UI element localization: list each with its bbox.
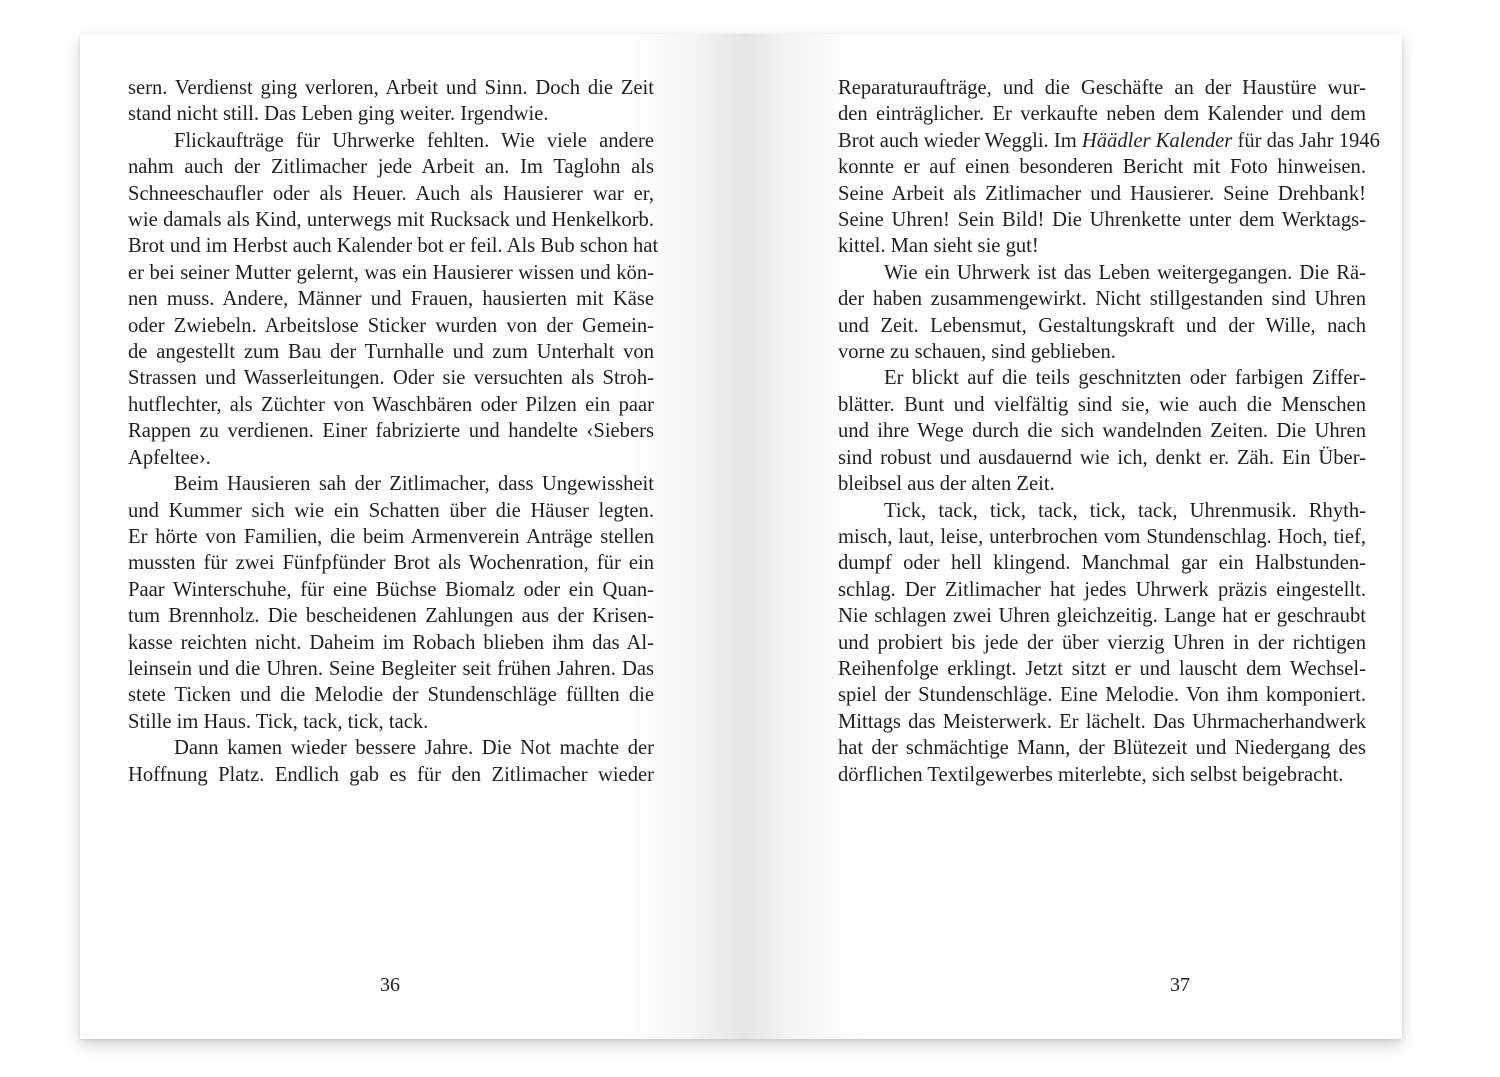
text-line: Tick, tack, tick, tack, tick, tack, Uhrenmusik. Rhyth- (884, 499, 1366, 522)
text-line: dörflichen Textilgewerbes miterlebte, sich selbst beigebracht. (838, 763, 1344, 786)
text-line: wie damals als Kind, unterwegs mit Rucksack und Henkelkorb. (128, 209, 654, 232)
text-line: Strassen und Wasserleitungen. Oder sie versuchten als Stroh- (128, 367, 654, 390)
text-line: und ihre Wege durch die sich wandelnden Zeiten. Die Uhren (838, 420, 1366, 443)
text-line: Beim Hausieren sah der Zitlimacher, dass Ungewissheit (174, 473, 654, 496)
text-line: und Kummer sich wie ein Schatten über die Häuser legten. (128, 499, 654, 522)
text-line: und Zeit. Lebensmut, Gestaltungskraft und der Wille, nach (838, 314, 1366, 337)
text-line: den einträglicher. Er verkaufte neben dem Kalender und dem (838, 103, 1366, 126)
text-line: dumpf oder hell klingend. Manchmal gar ein Halbstunden- (838, 552, 1366, 575)
text-line: Reparaturaufträge, und die Geschäfte an der Haustüre wur- (838, 77, 1366, 99)
text-line: stete Ticken und die Melodie der Stundenschläge füllten die (128, 684, 654, 707)
calendar-title-italic: Häädler Kalender (1081, 129, 1233, 152)
right-page (742, 34, 1402, 1039)
page-number-left: 36 (380, 974, 400, 996)
text-line: spiel der Stundenschläge. Eine Melodie. Von ihm komponiert. (838, 684, 1366, 707)
left-page (80, 34, 742, 1039)
line-segment: für das Jahr 1946 (1232, 129, 1380, 152)
text-line-with-italic (838, 128, 1380, 154)
text-line: Nie schlagen zwei Uhren gleichzeitig. Lange hat er geschraubt (838, 605, 1366, 628)
text-line: Er hörte von Familien, die beim Armenverein Anträge stellen (128, 525, 654, 548)
text-line: Reihenfolge erklingt. Jetzt sitzt er und lauscht dem Wechsel- (838, 657, 1366, 680)
text-line: Dann kamen wieder bessere Jahre. Die Not machte der (174, 737, 654, 760)
text-line: de angestellt zum Bau der Turnhalle und zum Unterhalt von (128, 341, 654, 364)
text-line: Wie ein Uhrwerk ist das Leben weitergegangen. Die Rä- (884, 261, 1366, 284)
text-line: und probiert bis jede der über vierzig Uhren in der richtigen (838, 631, 1366, 654)
text-line: der haben zusammengewirkt. Nicht stillgestanden sind Uhren (838, 288, 1366, 311)
text-line: sern. Verdienst ging verloren, Arbeit und Sinn. Doch die Zeit (128, 77, 654, 99)
text-line: nahm auch der Zitlimacher jede Arbeit an. Im Taglohn als (128, 156, 654, 179)
text-line: kittel. Man sieht sie gut! (838, 235, 1039, 258)
line-segment: Brot auch wieder Weggli. Im (838, 129, 1082, 152)
text-line: hat der schmächtige Mann, der Blütezeit und Niedergang des (838, 737, 1366, 760)
text-line: Seine Arbeit als Zitlimacher und Hausierer. Seine Drehbank! (838, 182, 1366, 205)
text-line: nen muss. Andere, Männer und Frauen, hausierten mit Käse (128, 288, 654, 311)
text-line: leinsein und die Uhren. Seine Begleiter seit frühen Jahren. Das (128, 657, 654, 680)
text-line: Paar Winterschuhe, für eine Büchse Biomalz oder ein Quan- (128, 578, 654, 601)
text-line: konnte er auf einen besonderen Bericht mit Foto hinweisen. (838, 156, 1366, 179)
text-line: Schneeschaufler oder als Heuer. Auch als Hausierer war er, (128, 182, 654, 205)
text-line: hutflechter, als Züchter von Waschbären oder Pilzen ein paar (128, 393, 654, 416)
text-line: misch, laut, leise, unterbrochen vom Stundenschlag. Hoch, tief, (838, 525, 1366, 548)
text-line: er bei seiner Mutter gelernt, was ein Hausierer wissen und kön- (128, 261, 654, 284)
text-line: Er blickt auf die teils geschnitzten oder farbigen Ziffer- (884, 367, 1366, 390)
text-line: bleibsel aus der alten Zeit. (838, 473, 1055, 496)
text-line: Mittags das Meisterwerk. Er lächelt. Das Uhrmacherhandwerk (838, 710, 1366, 733)
left-page-text (128, 75, 659, 788)
text-line: Flickaufträge für Uhrwerke fehlten. Wie viele andere (174, 129, 654, 152)
text-line: Stille im Haus. Tick, tack, tick, tack. (128, 710, 429, 733)
text-line: mussten für zwei Fünfpfünder Brot als Wochenration, für ein (128, 552, 654, 575)
text-line: blätter. Bunt und vielfältig sind sie, wie auch die Menschen (838, 393, 1366, 416)
text-line: Seine Uhren! Sein Bild! Die Uhrenkette unter dem Werktags- (838, 209, 1366, 232)
text-line: tum Brennholz. Die bescheidenen Zahlungen aus der Krisen- (128, 605, 654, 628)
text-line: Rappen zu verdienen. Einer fabrizierte und handelte ‹Siebers (128, 420, 654, 443)
text-line: vorne zu schauen, sind geblieben. (838, 341, 1116, 364)
book-spread (80, 34, 1402, 1039)
right-page-text (838, 75, 1380, 788)
text-line: kasse reichten nicht. Daheim im Robach blieben ihm das Al- (128, 631, 654, 654)
text-line: stand nicht still. Das Leben ging weiter. Irgendwie. (128, 103, 549, 126)
text-line: Apfeltee›. (128, 446, 211, 469)
text-line: oder Zwiebeln. Arbeitslose Sticker wurden von der Gemein- (128, 314, 654, 337)
text-line: schlag. Der Zitlimacher hat jedes Uhrwerk präzis eingestellt. (838, 578, 1366, 601)
page-number-right: 37 (1170, 974, 1190, 996)
text-line: Hoffnung Platz. Endlich gab es für den Zitlimacher wieder (128, 763, 654, 786)
text-line: sind robust und ausdauernd wie ich, denkt er. Zäh. Ein Über- (838, 446, 1366, 469)
text-line: Brot und im Herbst auch Kalender bot er feil. Als Bub schon hat (128, 235, 659, 258)
